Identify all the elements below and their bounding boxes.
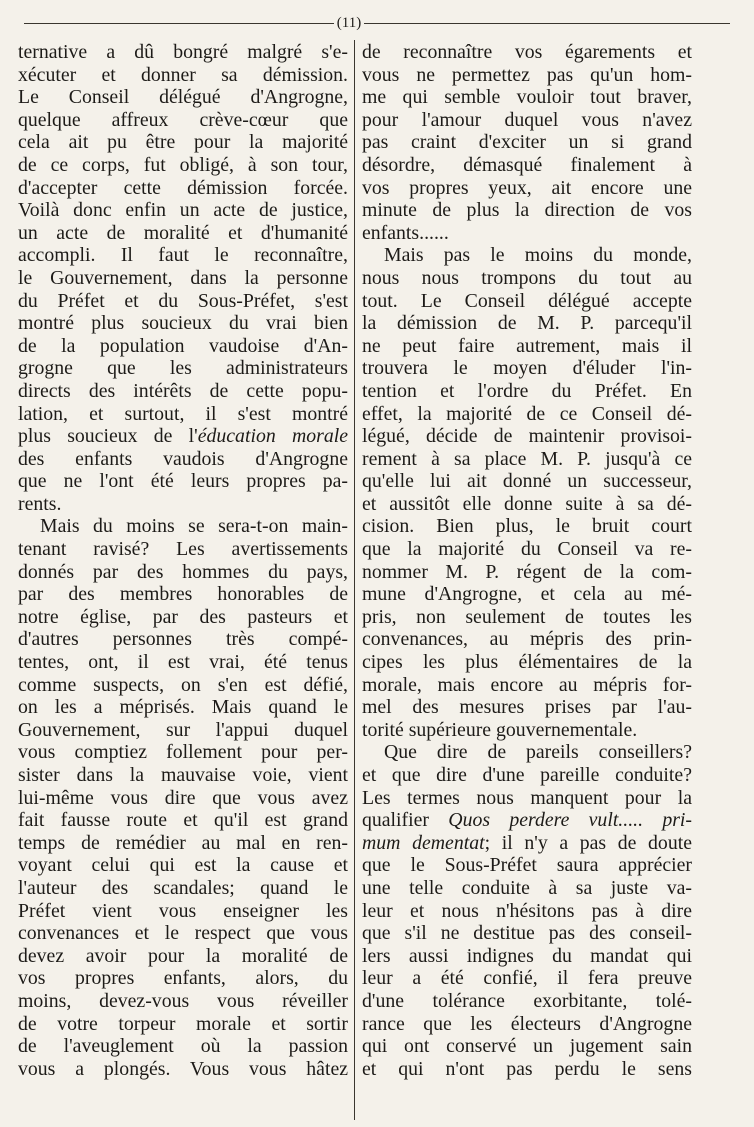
page-number: (11) bbox=[336, 15, 362, 31]
text-line bbox=[18, 267, 348, 290]
text-line bbox=[18, 877, 348, 900]
text-line bbox=[18, 222, 348, 245]
text-line bbox=[362, 335, 692, 358]
text-line bbox=[18, 357, 348, 380]
text-line bbox=[362, 109, 692, 132]
line-text: rement à sa place M. P. jusqu'à ce bbox=[362, 447, 692, 470]
line-text: tention et l'ordre du Préfet. En bbox=[362, 379, 692, 402]
line-text: d'autres personnes très compé- bbox=[18, 628, 348, 651]
text-line bbox=[18, 199, 348, 222]
line-text: une telle conduite à sa juste va- bbox=[362, 876, 692, 899]
text-line bbox=[18, 538, 348, 561]
line-text: qualifier bbox=[362, 809, 449, 832]
line-text: ne peut faire autrement, mais il bbox=[362, 334, 692, 357]
text-line bbox=[18, 515, 348, 538]
text-line bbox=[18, 380, 348, 403]
line-text: leur et nous n'hésitons pas à dire bbox=[362, 899, 692, 922]
line-text: d'accepter cette démission forcée. bbox=[18, 176, 348, 199]
line-text: tout. Le Conseil délégué accepte bbox=[362, 289, 692, 312]
line-text: rents. bbox=[18, 492, 62, 515]
text-line bbox=[18, 809, 348, 832]
text-line bbox=[362, 470, 692, 493]
text-line bbox=[362, 877, 692, 900]
line-text: pas craint d'exciter un si grand bbox=[362, 131, 692, 154]
line-text: tenant ravisé? Les avertissements bbox=[18, 538, 348, 561]
text-line bbox=[18, 741, 348, 764]
text-line bbox=[18, 448, 348, 471]
text-line bbox=[362, 312, 692, 335]
text-line bbox=[18, 583, 348, 606]
text-line bbox=[18, 335, 348, 358]
text-line bbox=[362, 787, 692, 810]
text-line bbox=[18, 764, 348, 787]
line-text: désordre, démasqué finalement à bbox=[362, 153, 692, 176]
line-text: moins, devez-vous vous réveiller bbox=[18, 989, 348, 1012]
line-text: comme suspects, on s'en est défié, bbox=[18, 673, 348, 696]
right-column bbox=[362, 41, 692, 1080]
text-line bbox=[362, 64, 692, 87]
line-text: de la population vaudoise d'An- bbox=[18, 334, 348, 357]
line-text: torité supérieure gouvernementale. bbox=[362, 718, 638, 741]
text-line bbox=[362, 696, 692, 719]
line-text: nommer M. P. régent de la com- bbox=[362, 560, 692, 583]
line-text: voyant celui qui est la cause et bbox=[18, 854, 348, 877]
text-line bbox=[18, 109, 348, 132]
text-line bbox=[362, 967, 692, 990]
line-text: tentes, ont, il est vrai, été tenus bbox=[18, 651, 348, 674]
text-line bbox=[362, 222, 692, 245]
text-line bbox=[18, 244, 348, 267]
line-text: me qui semble vouloir tout braver, bbox=[362, 86, 692, 109]
line-text: Mais du moins se sera-t-on main- bbox=[40, 515, 348, 538]
text-line bbox=[18, 900, 348, 923]
line-text: vous a plongés. Vous vous hâtez bbox=[18, 1057, 348, 1080]
line-text: qu'elle lui ait donné un successeur, bbox=[362, 470, 692, 493]
text-line bbox=[362, 854, 692, 877]
line-text: lui-même vous dire que vous avez bbox=[18, 786, 348, 809]
text-line bbox=[362, 515, 692, 538]
text-line bbox=[18, 719, 348, 742]
line-text: par des membres honorables de bbox=[18, 583, 348, 606]
line-text: qui ont conservé un jugement sain bbox=[362, 1035, 692, 1058]
text-line bbox=[18, 312, 348, 335]
line-text: que la majorité du Conseil va re- bbox=[362, 538, 692, 561]
text-line bbox=[18, 787, 348, 810]
text-line bbox=[18, 154, 348, 177]
text-line bbox=[18, 854, 348, 877]
text-line bbox=[362, 1035, 692, 1058]
line-text: pour l'amour duquel vous n'avez bbox=[362, 108, 692, 131]
line-text: vos propres enfants, alors, du bbox=[18, 967, 348, 990]
line-text: on les a méprisés. Mais quand le bbox=[18, 696, 348, 719]
line-text: de reconnaître vos égarements et bbox=[362, 41, 692, 63]
italic-text: mum dementat bbox=[362, 831, 485, 854]
text-line bbox=[362, 493, 692, 516]
line-text: vos propres yeux, ait encore une bbox=[362, 176, 692, 199]
text-line bbox=[362, 131, 692, 154]
text-line bbox=[362, 922, 692, 945]
text-line bbox=[362, 244, 692, 267]
line-text: grogne que les administrateurs bbox=[18, 357, 348, 380]
line-text: l'auteur des scandales; quand le bbox=[18, 876, 348, 899]
text-line bbox=[362, 945, 692, 968]
line-text: donnés par des hommes du pays, bbox=[18, 560, 348, 583]
line-text: que ne l'ont été leurs propres pa- bbox=[18, 470, 348, 493]
line-text: effet, la majorité de ce Conseil dé- bbox=[362, 402, 692, 425]
line-text: mel des mesures prises par l'au- bbox=[362, 696, 692, 719]
text-line bbox=[362, 606, 692, 629]
column-divider bbox=[354, 40, 355, 1120]
line-text: de ce corps, fut obligé, à son tour, bbox=[18, 153, 348, 176]
text-line bbox=[18, 64, 348, 87]
text-line bbox=[362, 1058, 692, 1081]
line-text: la démission de M. P. parcequ'il bbox=[362, 312, 692, 335]
line-text: et aussitôt elle donne suite à sa dé- bbox=[362, 492, 692, 515]
text-line bbox=[18, 470, 348, 493]
text-line bbox=[362, 538, 692, 561]
line-text: et que dire d'une pareille conduite? bbox=[362, 764, 692, 786]
line-text: Que dire de pareils conseillers? bbox=[384, 741, 692, 764]
line-text: trouvera le moyen d'éluder l'in- bbox=[362, 357, 692, 380]
text-line bbox=[362, 86, 692, 109]
text-line bbox=[18, 403, 348, 426]
line-text: morale, mais encore au mépris for- bbox=[362, 673, 692, 696]
text-line bbox=[362, 448, 692, 471]
text-line bbox=[18, 177, 348, 200]
line-text: cela ait pu être pour la majorité bbox=[18, 131, 348, 154]
line-text: nous nous trompons du tout au bbox=[362, 266, 692, 289]
text-line bbox=[362, 177, 692, 200]
text-line bbox=[362, 674, 692, 697]
text-line bbox=[362, 764, 692, 787]
header-rule-right bbox=[364, 23, 730, 24]
line-text: xécuter et donner sa démission. bbox=[18, 63, 348, 86]
text-line bbox=[362, 561, 692, 584]
italic-text: Quos perdere vult..... pri- bbox=[448, 809, 692, 832]
header-rule-left bbox=[24, 23, 334, 24]
text-line bbox=[362, 41, 692, 64]
text-line bbox=[362, 741, 692, 764]
line-text: cision. Bien plus, le bruit court bbox=[362, 515, 692, 538]
line-text: convenances et le respect que vous bbox=[18, 922, 348, 945]
line-text: que s'il ne destitue pas des conseil- bbox=[362, 922, 692, 945]
text-line bbox=[18, 628, 348, 651]
line-text: mune d'Angrogne, et cela au mé- bbox=[362, 583, 692, 606]
line-text: de votre torpeur morale et sortir bbox=[18, 1012, 348, 1035]
line-text: un acte de moralité et d'humanité bbox=[18, 221, 348, 244]
line-text: de l'aveuglement où la passion bbox=[18, 1035, 348, 1058]
line-text: pris, non seulement de toutes les bbox=[362, 605, 692, 628]
text-line bbox=[362, 583, 692, 606]
line-text: accompli. Il faut le reconnaître, bbox=[18, 244, 348, 267]
text-line bbox=[362, 199, 692, 222]
line-text: rance que les électeurs d'Angrogne bbox=[362, 1012, 692, 1035]
text-line bbox=[18, 967, 348, 990]
line-text: le Gouvernement, dans la personne bbox=[18, 266, 348, 289]
line-text: d'une tolérance exorbitante, tolé- bbox=[362, 989, 692, 1012]
text-line bbox=[362, 290, 692, 313]
line-text: Le Conseil délégué d'Angrogne, bbox=[18, 86, 348, 109]
line-text: notre église, par des pasteurs et bbox=[18, 605, 348, 628]
line-text: des enfants vaudois d'Angrogne bbox=[18, 447, 348, 470]
line-text: lation, et surtout, il s'est montré bbox=[18, 402, 348, 425]
text-line bbox=[18, 922, 348, 945]
text-line bbox=[18, 832, 348, 855]
text-line bbox=[362, 267, 692, 290]
line-text: légué, décide de maintenir provisoi- bbox=[362, 425, 692, 448]
text-line bbox=[362, 809, 692, 832]
line-text: minute de plus la direction de vos bbox=[362, 199, 692, 222]
text-line bbox=[362, 154, 692, 177]
line-text: fait fausse route et qu'il est grand bbox=[18, 809, 348, 832]
line-text: temps de remédier au mal en ren- bbox=[18, 831, 348, 854]
text-line bbox=[362, 719, 692, 742]
italic-text: éducation morale bbox=[197, 425, 348, 448]
text-line bbox=[18, 290, 348, 313]
line-text: convenances, au mépris des prin- bbox=[362, 628, 692, 651]
text-line bbox=[18, 86, 348, 109]
text-line bbox=[18, 493, 348, 516]
line-text: vous comptiez follement pour per- bbox=[18, 741, 348, 764]
line-text: Préfet vient vous enseigner les bbox=[18, 899, 348, 922]
line-text: vous ne permettez pas qu'un hom- bbox=[362, 63, 692, 86]
text-line bbox=[18, 1058, 348, 1081]
text-line bbox=[18, 1013, 348, 1036]
line-text: Mais pas le moins du monde, bbox=[384, 244, 692, 267]
line-text: devez avoir pour la moralité de bbox=[18, 944, 348, 967]
line-text: et qui n'ont pas perdu le sens bbox=[362, 1057, 692, 1080]
text-line bbox=[18, 990, 348, 1013]
line-text: directs des intérêts de cette popu- bbox=[18, 379, 348, 402]
line-text: sister dans la mauvaise voie, vient bbox=[18, 764, 348, 786]
line-text: Les termes nous manquent pour la bbox=[362, 786, 692, 809]
page-header bbox=[0, 12, 754, 36]
text-line bbox=[362, 628, 692, 651]
line-text: plus soucieux de l' bbox=[18, 425, 198, 448]
text-line bbox=[362, 403, 692, 426]
line-text: enfants...... bbox=[362, 221, 449, 244]
text-line bbox=[18, 674, 348, 697]
text-line bbox=[362, 900, 692, 923]
text-line bbox=[18, 651, 348, 674]
line-text: du Préfet et du Sous-Préfet, s'est bbox=[18, 289, 348, 312]
text-line bbox=[362, 425, 692, 448]
text-line bbox=[362, 990, 692, 1013]
text-line bbox=[362, 380, 692, 403]
line-text-tail: ; il n'y a pas de doute bbox=[484, 831, 692, 854]
text-line bbox=[18, 425, 348, 448]
line-text: montré plus soucieux du vrai bien bbox=[18, 312, 348, 335]
text-line bbox=[18, 131, 348, 154]
text-line bbox=[18, 945, 348, 968]
text-line bbox=[362, 1013, 692, 1036]
text-line bbox=[18, 561, 348, 584]
text-line bbox=[362, 651, 692, 674]
line-text: que le Sous-Préfet saura apprécier bbox=[362, 854, 692, 877]
line-text: Gouvernement, sur l'appui duquel bbox=[18, 718, 348, 741]
line-text: quelque affreux crève-cœur que bbox=[18, 108, 348, 131]
line-text: leur a été confié, il fera preuve bbox=[362, 967, 692, 990]
line-text: lers aussi indignes du mandat qui bbox=[362, 944, 692, 967]
text-line bbox=[18, 696, 348, 719]
text-line bbox=[362, 357, 692, 380]
text-line bbox=[18, 606, 348, 629]
left-column bbox=[18, 41, 348, 1080]
text-line bbox=[18, 41, 348, 64]
line-text: ternative a dû bongré malgré s'e- bbox=[18, 41, 348, 63]
text-line bbox=[362, 832, 692, 855]
line-text: Voilà donc enfin un acte de justice, bbox=[18, 199, 348, 222]
line-text: cipes les plus élémentaires de la bbox=[362, 651, 692, 674]
text-line bbox=[18, 1035, 348, 1058]
